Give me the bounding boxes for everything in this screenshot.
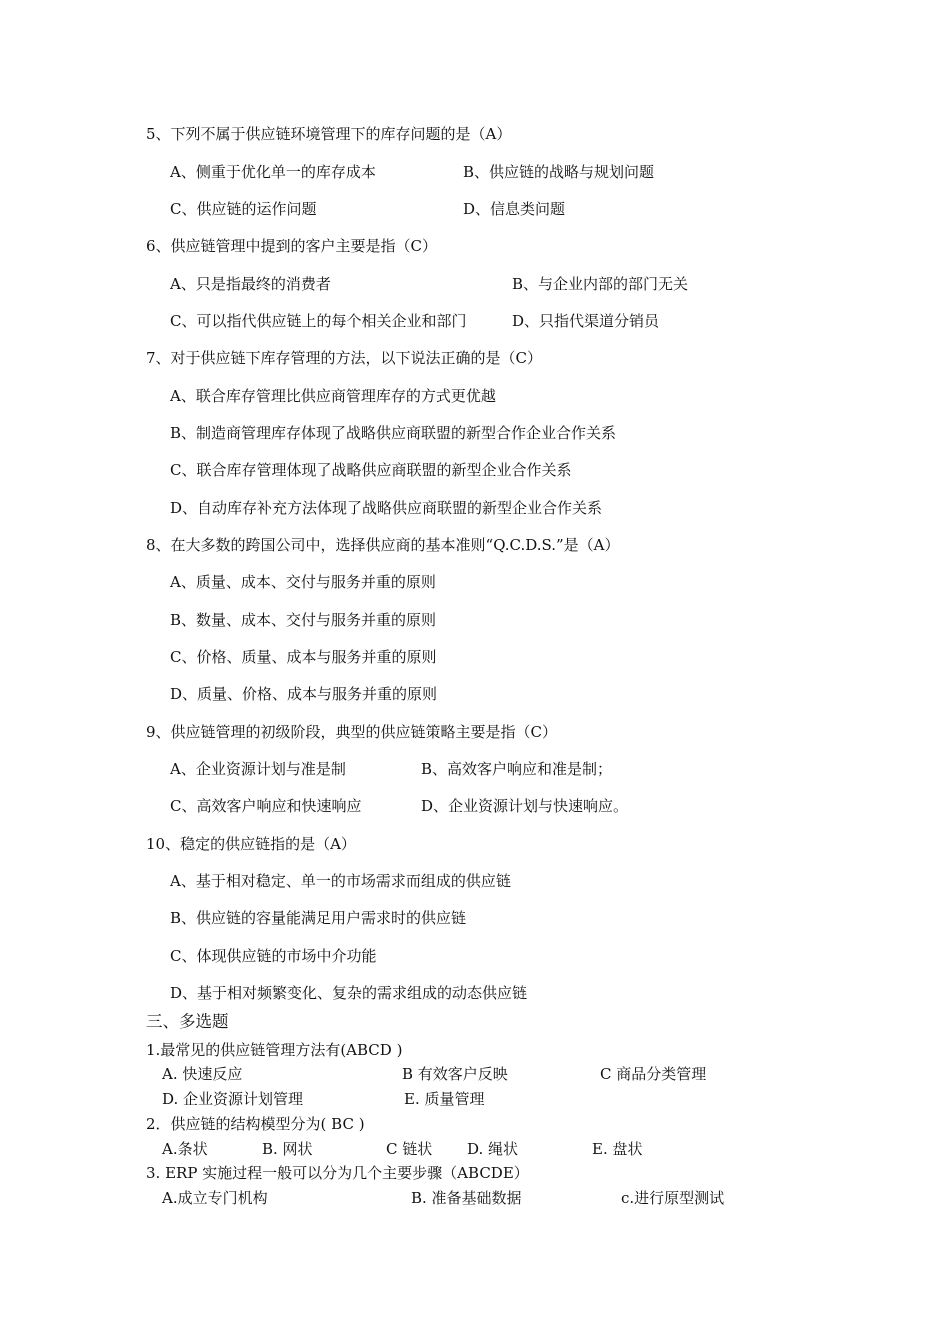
q8-stem: 8、在大多数的跨国公司中，选择供应商的基本准则“Q.C.D.S.”是（A） bbox=[146, 536, 620, 554]
q9-stem: 9、供应链管理的初级阶段，典型的供应链策略主要是指（C） bbox=[146, 723, 558, 741]
q9-option-c: C、高效客户响应和快速响应 bbox=[170, 797, 362, 815]
m1-option-d: D. 企业资源计划管理 bbox=[162, 1090, 304, 1108]
m3-option-c: c.进行原型测试 bbox=[621, 1189, 725, 1207]
m2-option-d: D. 绳状 bbox=[467, 1140, 519, 1158]
q7-option-a: A、联合库存管理比供应商管理库存的方式更优越 bbox=[170, 387, 496, 405]
q6-stem: 6、供应链管理中提到的客户主要是指（C） bbox=[146, 237, 438, 255]
section-title: 三、多选题 bbox=[146, 1012, 229, 1031]
q6-option-d: D、只指代渠道分销员 bbox=[512, 312, 660, 330]
q8-option-a: A、质量、成本、交付与服务并重的原则 bbox=[170, 573, 436, 591]
q8-option-b: B、数量、成本、交付与服务并重的原则 bbox=[170, 611, 437, 629]
q6-option-a: A、只是指最终的消费者 bbox=[170, 275, 331, 293]
q7-option-d: D、自动库存补充方法体现了战略供应商联盟的新型企业合作关系 bbox=[170, 499, 603, 517]
q8-option-c: C、价格、质量、成本与服务并重的原则 bbox=[170, 648, 437, 666]
q7-option-b: B、制造商管理库存体现了战略供应商联盟的新型合作企业合作关系 bbox=[170, 424, 617, 442]
q10-option-c: C、体现供应链的市场中介功能 bbox=[170, 947, 377, 965]
q10-stem: 10、稳定的供应链指的是（A） bbox=[146, 835, 356, 853]
m2-option-c: C 链状 bbox=[386, 1140, 433, 1158]
q10-option-b: B、供应链的容量能满足用户需求时的供应链 bbox=[170, 909, 467, 927]
q9-option-b: B、高效客户响应和准是制； bbox=[421, 760, 613, 778]
q5-option-a: A、侧重于优化单一的库存成本 bbox=[170, 163, 376, 181]
q7-option-c: C、联合库存管理体现了战略供应商联盟的新型企业合作关系 bbox=[170, 461, 572, 479]
q9-option-a: A、企业资源计划与准是制 bbox=[170, 760, 346, 778]
q10-option-d: D、基于相对频繁变化、复杂的需求组成的动态供应链 bbox=[170, 984, 528, 1002]
m3-option-b: B. 准备基础数据 bbox=[411, 1189, 522, 1207]
q5-stem: 5、下列不属于供应链环境管理下的库存问题的是（A） bbox=[146, 125, 512, 143]
m2-option-e: E. 盘状 bbox=[592, 1140, 643, 1158]
m1-option-a: A. 快速反应 bbox=[162, 1065, 243, 1083]
q5-option-b: B、供应链的战略与规划问题 bbox=[463, 163, 655, 181]
q10-option-a: A、基于相对稳定、单一的市场需求而组成的供应链 bbox=[170, 872, 511, 890]
m1-stem: 1.最常见的供应链管理方法有(ABCD ) bbox=[146, 1041, 403, 1059]
q6-option-b: B、与企业内部的部门无关 bbox=[512, 275, 689, 293]
m2-stem: 2．供应链的结构模型分为( BC ) bbox=[146, 1115, 365, 1133]
q9-option-d: D、企业资源计划与快速响应。 bbox=[421, 797, 629, 815]
q7-stem: 7、对于供应链下库存管理的方法，以下说法正确的是（C） bbox=[146, 349, 543, 367]
q8-option-d: D、质量、价格、成本与服务并重的原则 bbox=[170, 685, 438, 703]
q5-option-c: C、供应链的运作问题 bbox=[170, 200, 317, 218]
q6-option-c: C、可以指代供应链上的每个相关企业和部门 bbox=[170, 312, 467, 330]
m2-option-a: A.条状 bbox=[162, 1140, 208, 1158]
m2-option-b: B. 网状 bbox=[262, 1140, 313, 1158]
m1-option-c: C 商品分类管理 bbox=[600, 1065, 707, 1083]
m1-option-b: B 有效客户反映 bbox=[402, 1065, 508, 1083]
m3-option-a: A.成立专门机构 bbox=[162, 1189, 268, 1207]
q5-option-d: D、信息类问题 bbox=[463, 200, 566, 218]
m1-option-e: E. 质量管理 bbox=[404, 1090, 485, 1108]
m3-stem: 3. ERP 实施过程一般可以分为几个主要步骤（ABCDE） bbox=[146, 1164, 529, 1182]
